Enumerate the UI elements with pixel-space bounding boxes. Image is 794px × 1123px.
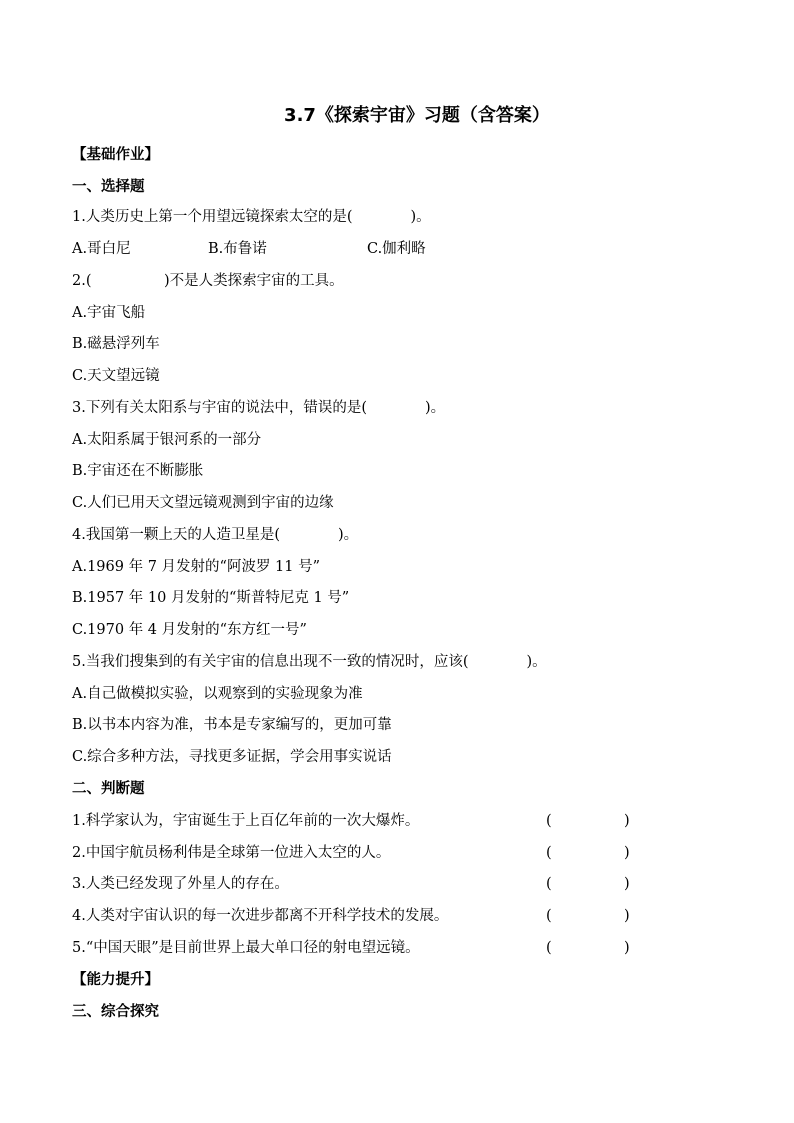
answer-paren-close: ) xyxy=(624,940,630,956)
question-1-option-c: C.伽利略 xyxy=(367,241,426,257)
judgment-item xyxy=(72,810,632,832)
question-2-option-c: C.天文望远镜 xyxy=(72,368,160,384)
answer-paren-close: ) xyxy=(624,908,630,924)
question-5-option-c: C.综合多种方法，寻找更多证据，学会用事实说话 xyxy=(72,749,392,765)
judgment-item xyxy=(72,873,632,895)
question-5-stem: 5.当我们搜集到的有关宇宙的信息出现不一致的情况时，应该( )。 xyxy=(72,654,547,670)
answer-paren-close: ) xyxy=(624,813,630,829)
judgment-section-heading: 二、判断题 xyxy=(72,781,145,797)
judgment-4-text: 4.人类对宇宙认识的每一次进步都离不开科学技术的发展。 xyxy=(72,908,449,924)
question-2-stem: 2.( )不是人类探索宇宙的工具。 xyxy=(72,273,344,289)
question-5-option-a: A.自己做模拟实验，以观察到的实验现象为准 xyxy=(72,686,363,702)
answer-paren-open: ( xyxy=(546,876,552,892)
question-2-option-a: A.宇宙飞船 xyxy=(72,305,146,321)
judgment-item xyxy=(72,937,632,959)
answer-paren-open: ( xyxy=(546,813,552,829)
answer-paren-open: ( xyxy=(546,845,552,861)
answer-paren-close: ) xyxy=(624,876,630,892)
question-4-option-c: C.1970 年 4 月发射的“东方红一号” xyxy=(72,622,307,638)
inquiry-section-heading: 三、综合探究 xyxy=(72,1004,159,1020)
section-basic-heading: 【基础作业】 xyxy=(72,147,159,163)
answer-paren-open: ( xyxy=(546,940,552,956)
choice-section-heading: 一、选择题 xyxy=(72,179,145,195)
question-1-option-a: A.哥白尼 xyxy=(72,241,131,257)
question-2-option-b: B.磁悬浮列车 xyxy=(72,336,160,352)
question-4-option-a: A.1969 年 7 月发射的“阿波罗 11 号” xyxy=(72,559,321,575)
question-3-stem: 3.下列有关太阳系与宇宙的说法中，错误的是( )。 xyxy=(72,400,446,416)
judgment-5-text: 5.“中国天眼”是目前世界上最大单口径的射电望远镜。 xyxy=(72,940,420,956)
question-3-option-b: B.宇宙还在不断膨胀 xyxy=(72,463,204,479)
question-5-option-b: B.以书本内容为准，书本是专家编写的，更加可靠 xyxy=(72,717,392,733)
judgment-1-text: 1.科学家认为，宇宙诞生于上百亿年前的一次大爆炸。 xyxy=(72,813,420,829)
judgment-2-text: 2.中国宇航员杨利伟是全球第一位进入太空的人。 xyxy=(72,845,391,861)
question-4-stem: 4.我国第一颗上天的人造卫星是( )。 xyxy=(72,527,359,543)
judgment-item xyxy=(72,905,632,927)
question-3-option-a: A.太阳系属于银河系的一部分 xyxy=(72,432,262,448)
answer-paren-close: ) xyxy=(624,845,630,861)
question-1-stem: 1.人类历史上第一个用望远镜探索太空的是( )。 xyxy=(72,209,431,225)
section-improve-heading: 【能力提升】 xyxy=(72,972,159,988)
question-1-option-b: B.布鲁诺 xyxy=(208,241,267,257)
answer-paren-open: ( xyxy=(546,908,552,924)
question-3-option-c: C.人们已用天文望远镜观测到宇宙的边缘 xyxy=(72,495,334,511)
judgment-item xyxy=(72,842,632,864)
judgment-3-text: 3.人类已经发现了外星人的存在。 xyxy=(72,876,289,892)
page-title: 3.7《探索宇宙》习题（含答案） xyxy=(284,105,550,126)
question-4-option-b: B.1957 年 10 月发射的“斯普特尼克 1 号” xyxy=(72,590,350,606)
